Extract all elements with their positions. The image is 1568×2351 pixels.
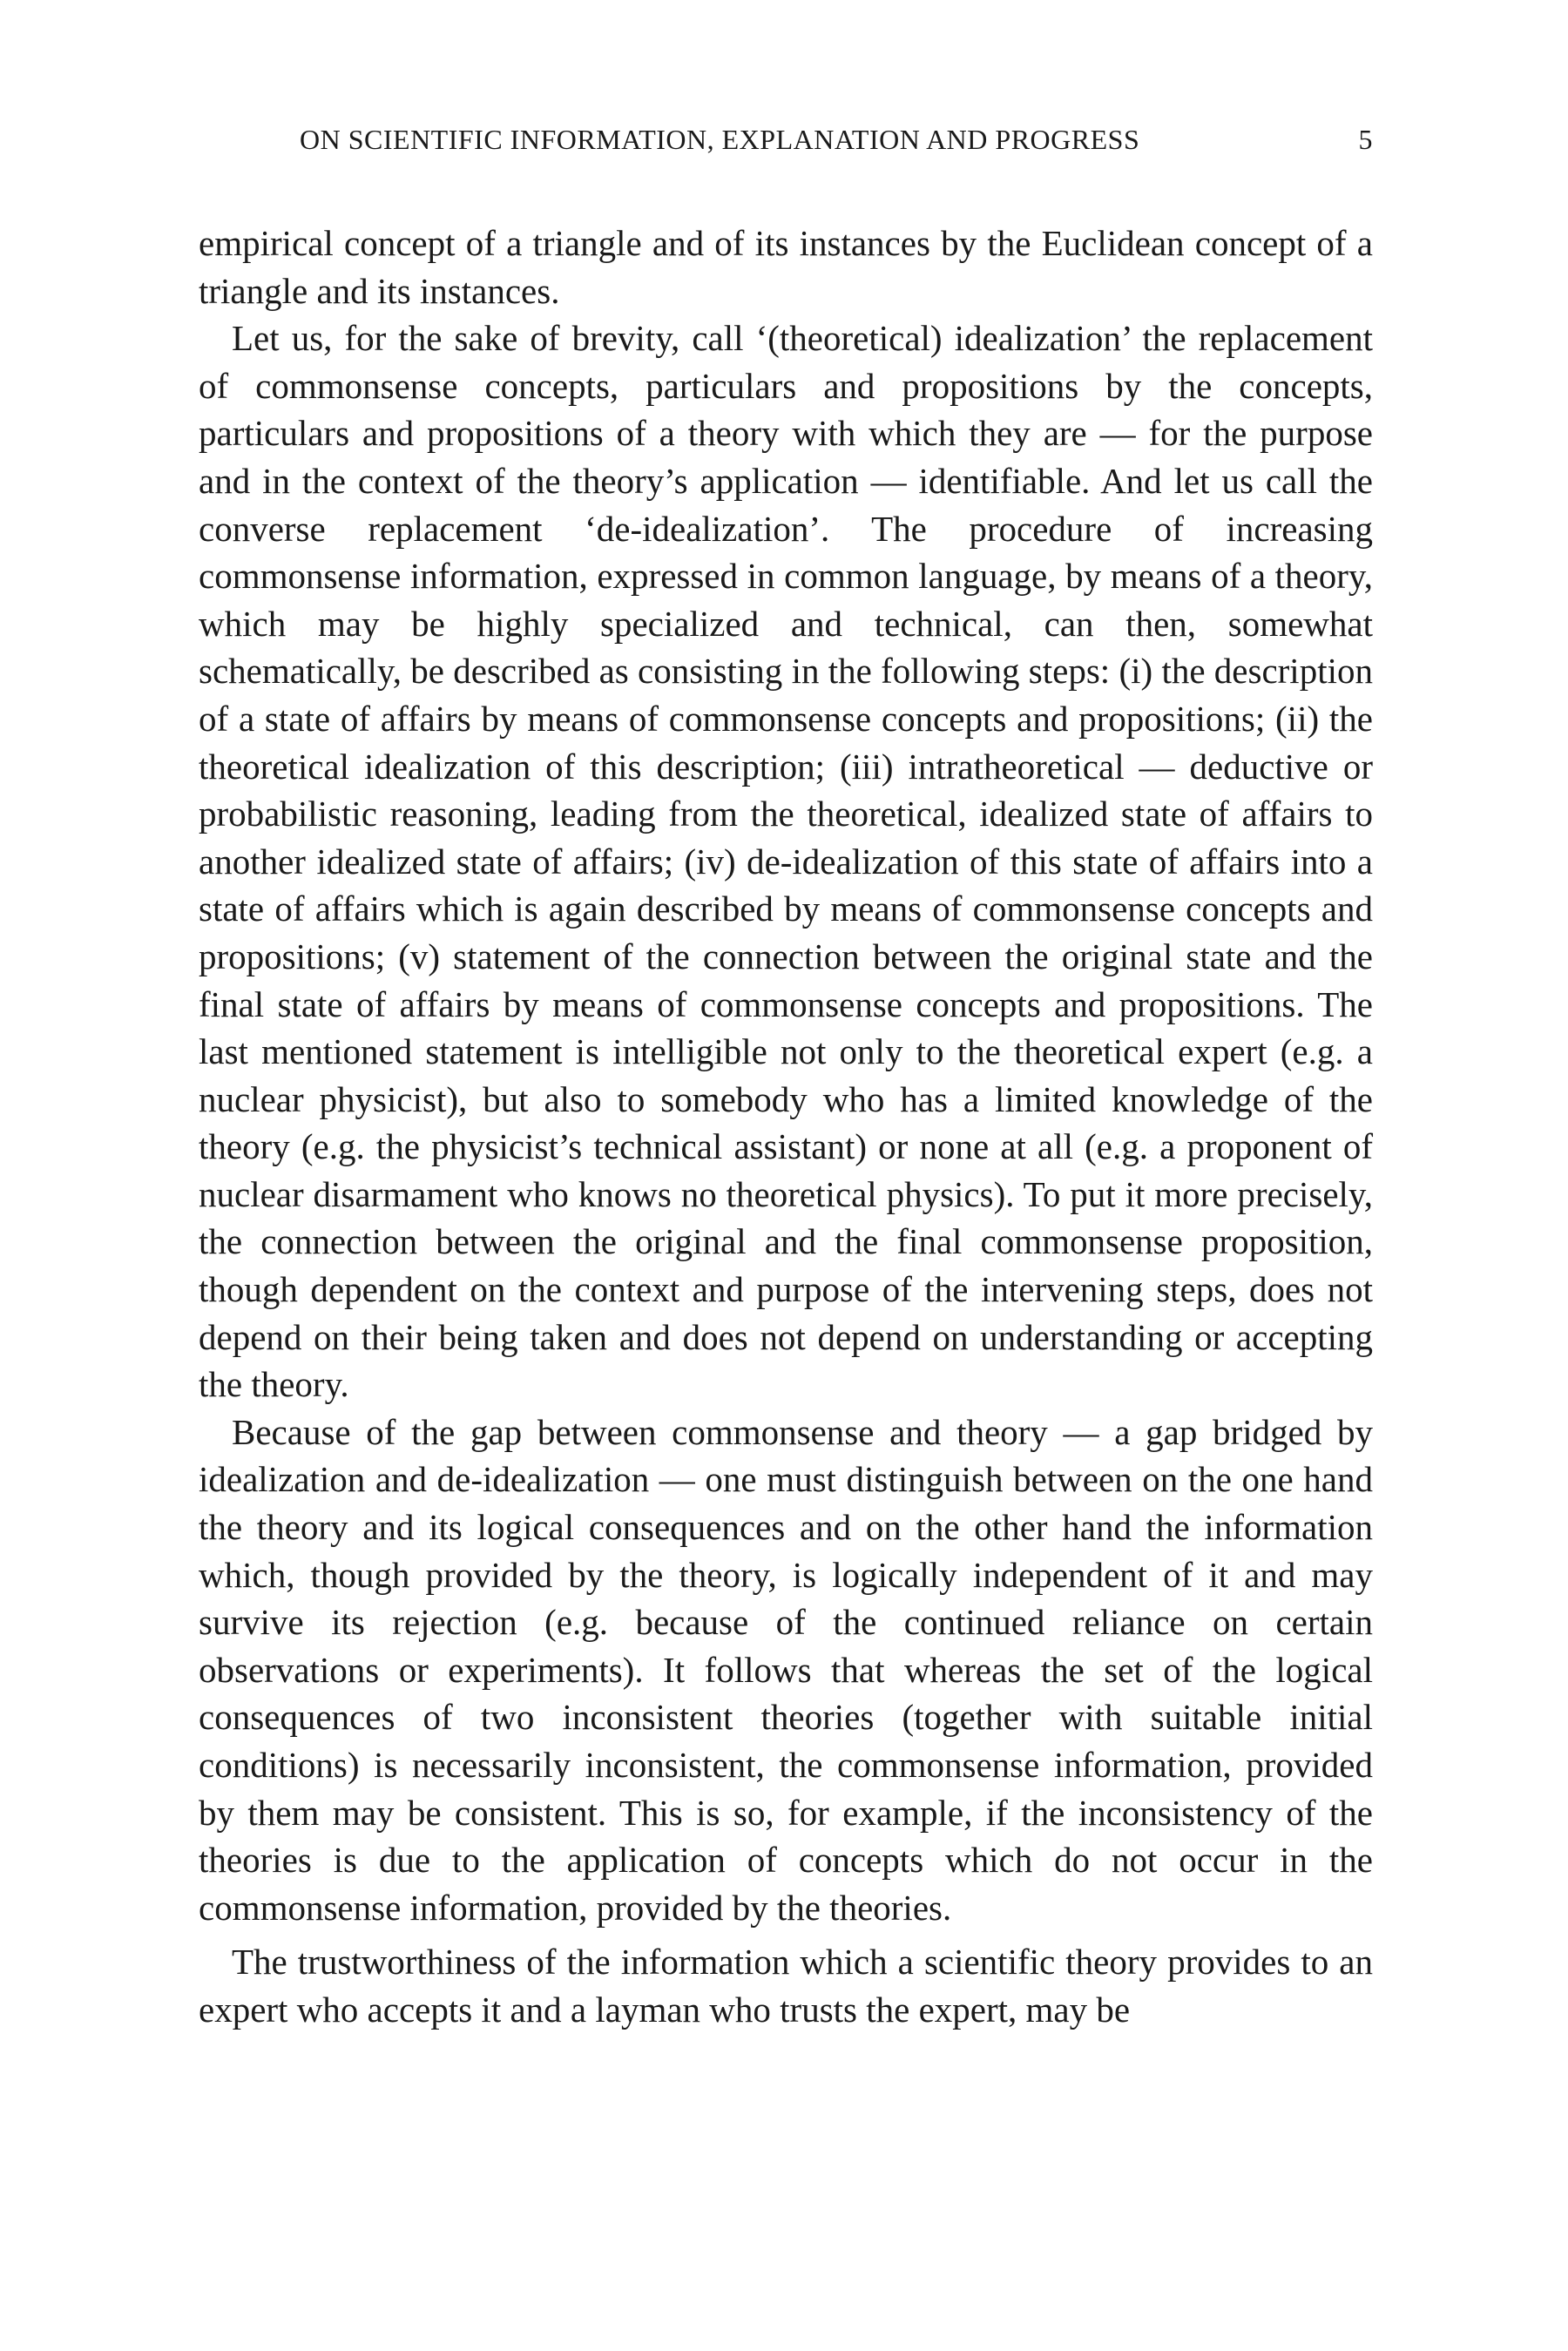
running-head xyxy=(199,124,1373,167)
paragraph-continued: empirical concept of a triangle and of its instances by the Euclidean concept of a triangle and its instances. xyxy=(199,223,1373,311)
running-title: ON SCIENTIFIC INFORMATION, EXPLANATION AND PROGRESS xyxy=(300,124,1140,155)
paragraph-idealization: Let us, for the sake of brevity, call ‘(theoretical) idealization’ the replacement of commonsense concepts, particulars and propositions by the concepts, particulars and propositions of a theory with which they are — for the purpose and in the context of the theory’s application — identifiable. And let us call the converse replacement ‘de-idealization’. The procedure of increasing commonsense information, expressed in common language, by means of a theory, which may be highly specialized and technical, can then, somewhat schematically, be described as consisting in the following steps: (i) the description of a state of affairs by means of commonsense concepts and propositions; (ii) the theoretical idealization of this description; (iii) intratheoretical — deductive or probabilistic reasoning, leading from the theoretical, idealized state of affairs to another idealized state of affairs; (iv) de-idealization of this state of affairs into a state of affairs which is again described by means of commonsense concepts and propositions; (v) statement of the connection between the original state and the final state of affairs by means of commonsense concepts and propositions. The last mentioned statement is intelligible not only to the theoretical expert (e.g. a nuclear physicist), but also to somebody who has a limited knowledge of the theory (e.g. the physicist’s technical assistant) or none at all (e.g. a proponent of nuclear disarmament who knows no theoretical physics). To put it more precisely, the connection between the original and the final commonsense proposition, though dependent on the context and purpose of the intervening steps, does not depend on their being taken and does not depend on understanding or accepting the theory. xyxy=(199,318,1373,1405)
page-number: 5 xyxy=(1358,124,1373,155)
paragraph-gap: Because of the gap between commonsense and theory — a gap bridged by idealization and de-idealization — one must distinguish between on the one hand the theory and its logical consequences and on the other hand the information which, though provided by the theory, is logically independent of it and may survive its rejection (e.g. because of the continued reliance on certain observations or experiments). It follows that whereas the set of the logical consequences of two inconsistent theories (together with suitable initial conditions) is necessarily inconsistent, the commonsense information, provided by them may be consistent. This is so, for example, if the inconsistency of the theories is due to the application of concepts which do not occur in the commonsense information, provided by the theories. xyxy=(199,1411,1373,1928)
paragraph-trustworthiness: The trustworthiness of the information which a scientific theory provides to an expert who accepts it and a layman who trusts the expert, may be xyxy=(199,1942,1373,2030)
body-text xyxy=(199,220,1373,2034)
